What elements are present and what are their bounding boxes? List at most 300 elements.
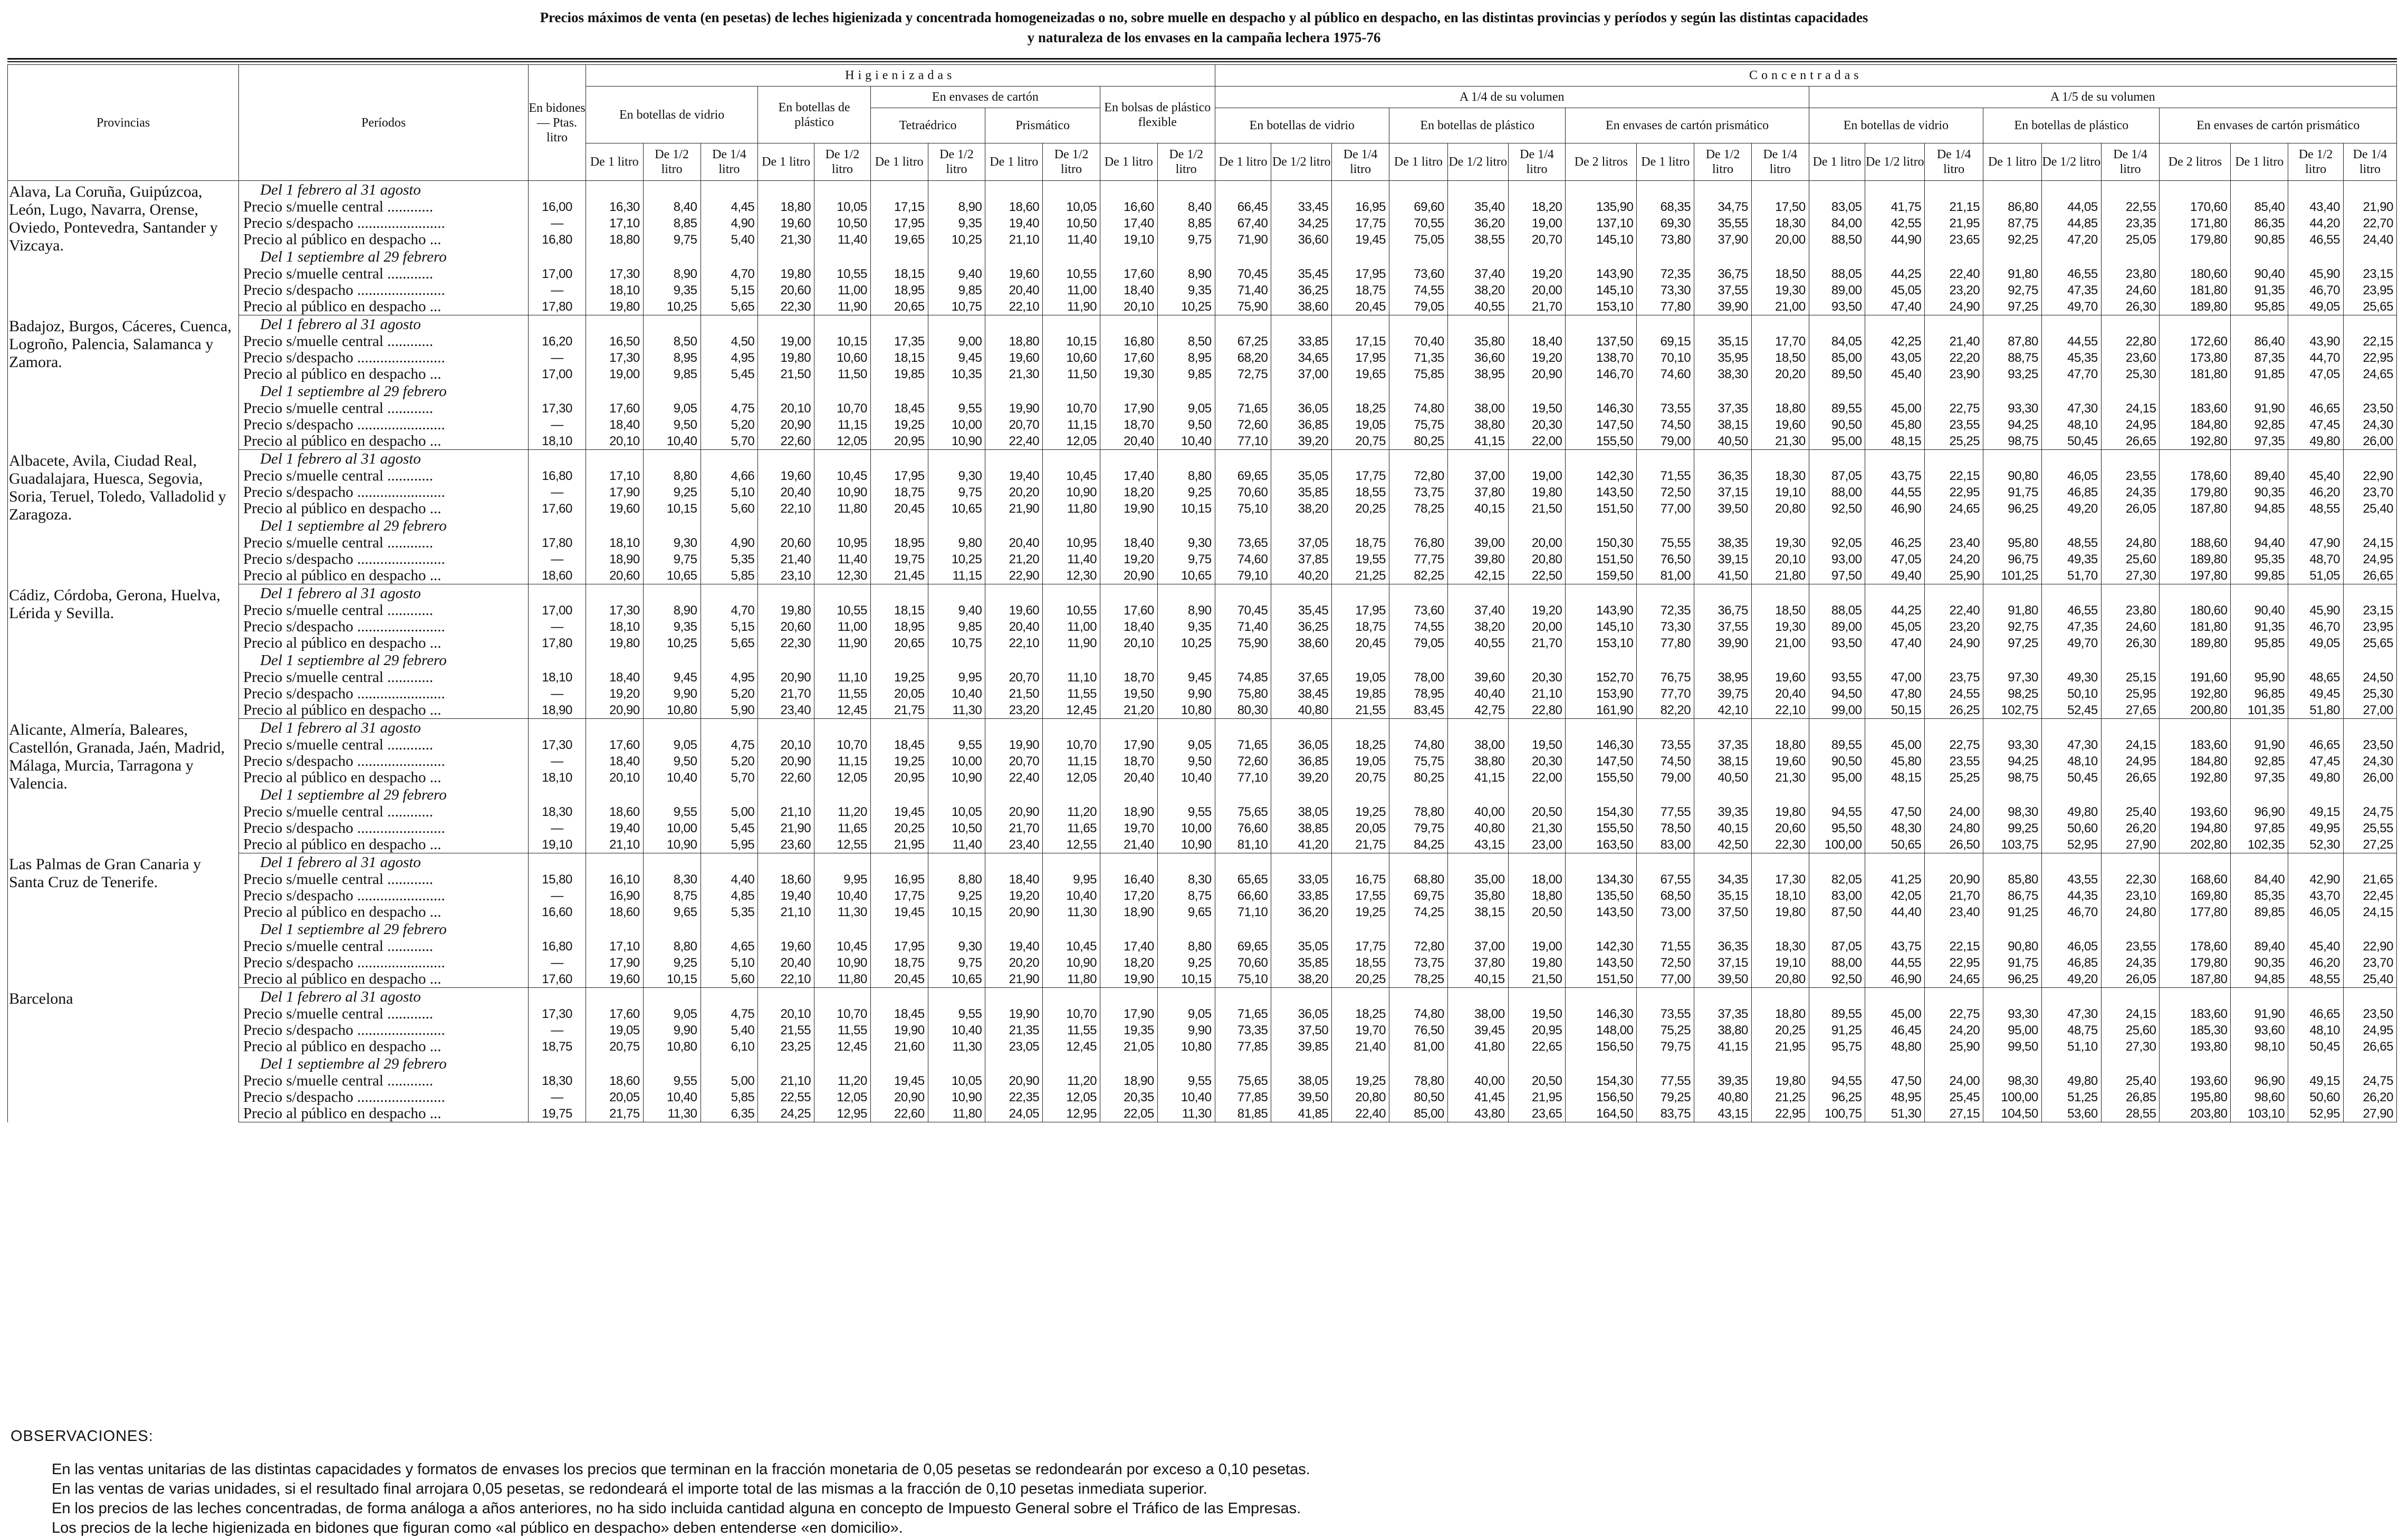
price-cell: 18,95 bbox=[870, 535, 928, 551]
price-row bbox=[8, 702, 2397, 719]
price-cell: 5,60 bbox=[701, 501, 758, 517]
price-cell: 9,25 bbox=[1157, 484, 1215, 501]
price-cell: 35,95 bbox=[1694, 350, 1752, 366]
price-cell: 33,05 bbox=[1271, 871, 1332, 888]
price-cell: 9,90 bbox=[643, 686, 701, 702]
price-cell: 4,45 bbox=[701, 199, 758, 215]
empty-cell bbox=[1043, 315, 1100, 334]
price-cell: 86,75 bbox=[1983, 888, 2042, 904]
price-cell: 76,60 bbox=[1215, 820, 1271, 837]
price-cell: 18,20 bbox=[1100, 484, 1157, 501]
price-cell: 19,90 bbox=[985, 400, 1043, 417]
price-cell: 18,25 bbox=[1332, 737, 1389, 753]
price-cell: 20,65 bbox=[870, 635, 928, 651]
price-cell: 150,30 bbox=[1566, 535, 1637, 551]
price-cell: 17,20 bbox=[1100, 888, 1157, 904]
price-cell: 76,50 bbox=[1389, 1022, 1447, 1039]
price-cell: 20,25 bbox=[1332, 501, 1389, 517]
price-cell: 24,75 bbox=[2343, 804, 2396, 820]
price-cell: 21,90 bbox=[2343, 199, 2396, 215]
price-cell: 146,30 bbox=[1566, 1006, 1637, 1022]
price-cell: 4,85 bbox=[701, 888, 758, 904]
price-cell: 38,30 bbox=[1694, 366, 1752, 382]
price-cell: 178,60 bbox=[2160, 938, 2231, 955]
price-cell: 74,55 bbox=[1389, 619, 1447, 635]
price-row bbox=[8, 837, 2397, 853]
empty-cell bbox=[2288, 853, 2344, 872]
empty-cell bbox=[1332, 315, 1389, 334]
price-cell: 93,30 bbox=[1983, 1006, 2042, 1022]
empty-cell bbox=[1637, 517, 1694, 535]
empty-cell bbox=[1100, 382, 1157, 400]
price-cell: 9,65 bbox=[643, 904, 701, 920]
price-cell: 80,50 bbox=[1389, 1089, 1447, 1106]
price-cell: 9,35 bbox=[1157, 282, 1215, 299]
empty-cell bbox=[1043, 1055, 1100, 1073]
empty-cell bbox=[643, 988, 701, 1006]
empty-cell bbox=[2343, 248, 2396, 266]
price-cell: 21,50 bbox=[985, 686, 1043, 702]
price-cell: 50,45 bbox=[2041, 433, 2101, 450]
empty-cell bbox=[2101, 450, 2160, 468]
header-f-plastico: En botellas de plástico bbox=[1983, 108, 2160, 143]
price-cell: 187,80 bbox=[2160, 501, 2231, 517]
price-cell: 47,20 bbox=[2041, 232, 2101, 248]
empty-cell bbox=[1865, 517, 1925, 535]
price-cell: 8,90 bbox=[643, 266, 701, 282]
price-cell: 50,45 bbox=[2288, 1039, 2344, 1055]
empty-cell bbox=[1809, 988, 1865, 1006]
price-cell: 33,85 bbox=[1271, 888, 1332, 904]
price-cell: 25,95 bbox=[2101, 686, 2160, 702]
header-capacity: De 1/2 litro bbox=[1694, 143, 1752, 181]
price-cell: 93,50 bbox=[1809, 635, 1865, 651]
price-cell: 11,90 bbox=[1043, 299, 1100, 315]
price-cell: 102,75 bbox=[1983, 702, 2042, 719]
empty-cell bbox=[1389, 248, 1447, 266]
price-cell: 24,95 bbox=[2101, 417, 2160, 433]
price-row bbox=[8, 366, 2397, 382]
header-capacity: De 1/2 litro bbox=[643, 143, 701, 181]
price-cell: 94,55 bbox=[1809, 804, 1865, 820]
price-cell: 97,50 bbox=[1809, 568, 1865, 584]
price-cell: 9,95 bbox=[1043, 871, 1100, 888]
empty-cell bbox=[2231, 517, 2288, 535]
price-cell: 91,80 bbox=[1983, 602, 2042, 619]
price-cell: 43,75 bbox=[1865, 938, 1925, 955]
price-cell: 8,30 bbox=[643, 871, 701, 888]
price-cell: 17,10 bbox=[586, 938, 643, 955]
empty-cell bbox=[1865, 1055, 1925, 1073]
price-cell: 18,80 bbox=[586, 232, 643, 248]
empty-cell bbox=[814, 719, 871, 737]
empty-cell bbox=[1983, 853, 2042, 872]
price-cell: 73,65 bbox=[1215, 535, 1271, 551]
price-cell: 10,00 bbox=[643, 820, 701, 837]
empty-cell bbox=[928, 248, 985, 266]
empty-cell bbox=[643, 181, 701, 199]
price-cell: 20,25 bbox=[1751, 1022, 1809, 1039]
empty-cell bbox=[2231, 719, 2288, 737]
empty-cell bbox=[1043, 450, 1100, 468]
period-label: Del 1 septiembre al 29 febrero bbox=[239, 382, 529, 400]
empty-cell bbox=[1694, 1055, 1752, 1073]
price-cell: 23,15 bbox=[2343, 602, 2396, 619]
price-cell: 52,45 bbox=[2041, 702, 2101, 719]
price-cell: 20,45 bbox=[870, 501, 928, 517]
price-cell: 11,80 bbox=[1043, 971, 1100, 988]
empty-cell bbox=[529, 719, 586, 737]
price-cell: 23,95 bbox=[2343, 282, 2396, 299]
empty-cell bbox=[2231, 651, 2288, 669]
price-cell: 46,20 bbox=[2288, 484, 2344, 501]
price-type-label: Precio al público en despacho ... bbox=[239, 837, 529, 853]
price-cell: 20,70 bbox=[985, 417, 1043, 433]
price-cell: 19,45 bbox=[870, 1073, 928, 1089]
price-cell: 18,75 bbox=[1332, 619, 1389, 635]
price-cell: 24,50 bbox=[2343, 669, 2396, 686]
price-cell: 5,70 bbox=[701, 770, 758, 786]
price-type-label: Precio al público en despacho ... bbox=[239, 702, 529, 719]
price-cell: 24,90 bbox=[1925, 635, 1983, 651]
header-capacity: De 1/2 litro bbox=[814, 143, 871, 181]
price-cell: 26,20 bbox=[2101, 820, 2160, 837]
price-cell: 24,95 bbox=[2343, 551, 2396, 568]
empty-cell bbox=[758, 584, 814, 603]
price-cell: 10,25 bbox=[928, 551, 985, 568]
price-cell: 19,00 bbox=[1508, 468, 1566, 484]
price-cell: 10,70 bbox=[1043, 1006, 1100, 1022]
price-row bbox=[8, 215, 2397, 232]
price-cell: 11,20 bbox=[814, 1073, 871, 1089]
empty-cell bbox=[2160, 853, 2231, 872]
price-cell: 33,85 bbox=[1271, 333, 1332, 350]
price-cell: 10,75 bbox=[928, 635, 985, 651]
price-cell: 50,60 bbox=[2288, 1089, 2344, 1106]
price-cell: 183,60 bbox=[2160, 737, 2231, 753]
price-cell: 18,55 bbox=[1332, 484, 1389, 501]
price-cell: 135,90 bbox=[1566, 199, 1637, 215]
empty-cell bbox=[1157, 920, 1215, 938]
price-cell: 38,05 bbox=[1271, 804, 1332, 820]
empty-cell bbox=[1751, 315, 1809, 334]
price-cell: 20,75 bbox=[586, 1039, 643, 1055]
price-cell: 19,60 bbox=[758, 215, 814, 232]
price-cell: 21,40 bbox=[1925, 333, 1983, 350]
price-cell: 155,50 bbox=[1566, 820, 1637, 837]
price-cell: 18,50 bbox=[1751, 602, 1809, 619]
price-cell: 48,75 bbox=[2041, 1022, 2101, 1039]
empty-cell bbox=[985, 517, 1043, 535]
price-cell: 52,95 bbox=[2288, 1106, 2344, 1122]
price-cell: 23,55 bbox=[1925, 753, 1983, 770]
price-cell: 98,25 bbox=[1983, 686, 2042, 702]
price-cell: 10,70 bbox=[1043, 737, 1100, 753]
price-cell: 183,60 bbox=[2160, 1006, 2231, 1022]
price-cell: 44,25 bbox=[1865, 266, 1925, 282]
price-cell: 96,90 bbox=[2231, 804, 2288, 820]
price-cell: 10,15 bbox=[928, 904, 985, 920]
price-cell: 47,80 bbox=[1865, 686, 1925, 702]
empty-cell bbox=[1566, 584, 1637, 603]
empty-cell bbox=[1271, 1055, 1332, 1073]
price-type-label: Precio s/despacho ....................... bbox=[239, 484, 529, 501]
price-cell: 143,50 bbox=[1566, 955, 1637, 971]
price-type-label: Precio s/muelle central ............ bbox=[239, 871, 529, 888]
bidon-price-cell: — bbox=[529, 888, 586, 904]
empty-cell bbox=[2231, 786, 2288, 804]
price-cell: 19,60 bbox=[1751, 417, 1809, 433]
price-cell: 146,30 bbox=[1566, 400, 1637, 417]
price-cell: 73,75 bbox=[1389, 484, 1447, 501]
empty-cell bbox=[2041, 786, 2101, 804]
price-cell: 35,15 bbox=[1694, 333, 1752, 350]
price-cell: 138,70 bbox=[1566, 350, 1637, 366]
price-cell: 148,00 bbox=[1566, 1022, 1637, 1039]
price-cell: 19,70 bbox=[1332, 1022, 1389, 1039]
price-cell: 11,00 bbox=[814, 282, 871, 299]
empty-cell bbox=[1637, 719, 1694, 737]
price-cell: 46,90 bbox=[1865, 501, 1925, 517]
empty-cell bbox=[2160, 382, 2231, 400]
price-cell: 38,00 bbox=[1447, 737, 1508, 753]
empty-cell bbox=[586, 584, 643, 603]
empty-cell bbox=[985, 651, 1043, 669]
price-type-label: Precio s/despacho ....................... bbox=[239, 350, 529, 366]
price-cell: 42,05 bbox=[1865, 888, 1925, 904]
price-cell: 189,80 bbox=[2160, 635, 2231, 651]
price-cell: 16,95 bbox=[1332, 199, 1389, 215]
price-cell: 37,00 bbox=[1271, 366, 1332, 382]
price-cell: 10,55 bbox=[1043, 266, 1100, 282]
header-capacity: De 1 litro bbox=[1809, 143, 1865, 181]
header-capacity: De 1 litro bbox=[758, 143, 814, 181]
price-cell: 47,50 bbox=[1865, 804, 1925, 820]
price-cell: 41,15 bbox=[1447, 770, 1508, 786]
empty-cell bbox=[1100, 315, 1157, 334]
empty-cell bbox=[1925, 315, 1983, 334]
bidon-price-cell: 17,00 bbox=[529, 366, 586, 382]
price-cell: 24,25 bbox=[758, 1106, 814, 1122]
empty-cell bbox=[928, 988, 985, 1006]
price-cell: 97,25 bbox=[1983, 299, 2042, 315]
bidon-price-cell: 16,80 bbox=[529, 232, 586, 248]
price-cell: 9,85 bbox=[1157, 366, 1215, 382]
price-cell: 21,95 bbox=[870, 837, 928, 853]
price-cell: 37,05 bbox=[1271, 535, 1332, 551]
price-cell: 18,10 bbox=[1751, 888, 1809, 904]
price-cell: 19,25 bbox=[870, 669, 928, 686]
price-cell: 35,55 bbox=[1694, 215, 1752, 232]
price-cell: 19,80 bbox=[1751, 804, 1809, 820]
price-cell: 11,55 bbox=[814, 686, 871, 702]
empty-cell bbox=[1983, 786, 2042, 804]
price-cell: 45,80 bbox=[1865, 417, 1925, 433]
price-cell: 11,10 bbox=[1043, 669, 1100, 686]
empty-cell bbox=[1157, 181, 1215, 199]
empty-cell bbox=[586, 920, 643, 938]
price-cell: 19,50 bbox=[1508, 1006, 1566, 1022]
price-cell: 43,75 bbox=[1865, 468, 1925, 484]
price-cell: 18,25 bbox=[1332, 1006, 1389, 1022]
price-cell: 80,30 bbox=[1215, 702, 1271, 719]
empty-cell bbox=[1215, 651, 1271, 669]
price-cell: 24,00 bbox=[1925, 804, 1983, 820]
price-cell: 195,80 bbox=[2160, 1089, 2231, 1106]
price-cell: 21,75 bbox=[586, 1106, 643, 1122]
empty-cell bbox=[2041, 1055, 2101, 1073]
empty-cell bbox=[2288, 248, 2344, 266]
price-cell: 10,70 bbox=[814, 400, 871, 417]
price-cell: 11,55 bbox=[814, 1022, 871, 1039]
price-cell: 21,95 bbox=[1925, 215, 1983, 232]
price-cell: 8,30 bbox=[1157, 871, 1215, 888]
price-cell: 20,60 bbox=[1751, 820, 1809, 837]
price-cell: 177,80 bbox=[2160, 904, 2231, 920]
empty-cell bbox=[1637, 450, 1694, 468]
price-cell: 44,55 bbox=[1865, 955, 1925, 971]
price-cell: 36,85 bbox=[1271, 417, 1332, 433]
price-cell: 22,80 bbox=[2101, 333, 2160, 350]
price-cell: 10,45 bbox=[1043, 938, 1100, 955]
empty-cell bbox=[1389, 181, 1447, 199]
empty-cell bbox=[586, 651, 643, 669]
price-cell: 22,95 bbox=[1751, 1106, 1809, 1122]
empty-cell bbox=[1508, 584, 1566, 603]
price-cell: 26,25 bbox=[1925, 702, 1983, 719]
price-cell: 93,50 bbox=[1809, 299, 1865, 315]
price-cell: 75,55 bbox=[1637, 535, 1694, 551]
price-cell: 25,05 bbox=[2101, 232, 2160, 248]
price-cell: 27,65 bbox=[2101, 702, 2160, 719]
price-cell: 23,05 bbox=[985, 1039, 1043, 1055]
empty-cell bbox=[1809, 920, 1865, 938]
empty-cell bbox=[1751, 920, 1809, 938]
price-cell: 48,80 bbox=[1865, 1039, 1925, 1055]
price-cell: 10,40 bbox=[1157, 1089, 1215, 1106]
price-cell: 71,90 bbox=[1215, 232, 1271, 248]
price-cell: 18,10 bbox=[586, 535, 643, 551]
price-cell: 79,05 bbox=[1389, 635, 1447, 651]
empty-cell bbox=[586, 517, 643, 535]
price-cell: 20,90 bbox=[1508, 366, 1566, 382]
price-cell: 71,40 bbox=[1215, 282, 1271, 299]
empty-cell bbox=[1637, 651, 1694, 669]
price-cell: 70,45 bbox=[1215, 602, 1271, 619]
price-cell: 22,40 bbox=[985, 433, 1043, 450]
price-cell: 95,85 bbox=[2231, 299, 2288, 315]
price-cell: 24,80 bbox=[2101, 904, 2160, 920]
price-cell: 88,75 bbox=[1983, 350, 2042, 366]
price-cell: 154,30 bbox=[1566, 1073, 1637, 1089]
price-cell: 4,65 bbox=[701, 938, 758, 955]
price-cell: 10,50 bbox=[928, 820, 985, 837]
price-cell: 11,15 bbox=[814, 753, 871, 770]
price-cell: 22,90 bbox=[985, 568, 1043, 584]
price-cell: 10,40 bbox=[1157, 770, 1215, 786]
price-cell: 10,90 bbox=[1043, 484, 1100, 501]
price-cell: 9,45 bbox=[643, 669, 701, 686]
price-cell: 18,40 bbox=[586, 753, 643, 770]
price-cell: 179,80 bbox=[2160, 955, 2231, 971]
price-cell: 47,50 bbox=[1865, 1073, 1925, 1089]
price-cell: 90,35 bbox=[2231, 955, 2288, 971]
price-cell: 18,90 bbox=[1100, 804, 1157, 820]
bidon-price-cell: 18,10 bbox=[529, 433, 586, 450]
price-cell: 21,30 bbox=[1508, 820, 1566, 837]
period-label: Del 1 febrero al 31 agosto bbox=[239, 315, 529, 334]
price-cell: 38,95 bbox=[1694, 669, 1752, 686]
price-cell: 20,10 bbox=[1100, 635, 1157, 651]
price-cell: 73,55 bbox=[1637, 737, 1694, 753]
price-cell: 89,55 bbox=[1809, 1006, 1865, 1022]
empty-cell bbox=[1566, 181, 1637, 199]
price-cell: 19,60 bbox=[985, 266, 1043, 282]
price-cell: 69,65 bbox=[1215, 938, 1271, 955]
price-cell: 11,30 bbox=[814, 904, 871, 920]
price-cell: 97,30 bbox=[1983, 669, 2042, 686]
empty-cell bbox=[1865, 248, 1925, 266]
price-cell: 19,30 bbox=[1751, 282, 1809, 299]
empty-cell bbox=[1865, 651, 1925, 669]
price-cell: 37,50 bbox=[1694, 904, 1752, 920]
price-cell: 20,10 bbox=[586, 770, 643, 786]
price-cell: 19,60 bbox=[985, 602, 1043, 619]
price-cell: 146,70 bbox=[1566, 366, 1637, 382]
empty-cell bbox=[2288, 584, 2344, 603]
bidon-price-cell: 17,60 bbox=[529, 501, 586, 517]
price-cell: 35,85 bbox=[1271, 955, 1332, 971]
price-cell: 36,05 bbox=[1271, 400, 1332, 417]
price-cell: 19,10 bbox=[1751, 484, 1809, 501]
price-type-label: Precio al público en despacho ... bbox=[239, 299, 529, 315]
price-type-label: Precio s/muelle central ............ bbox=[239, 1073, 529, 1089]
empty-cell bbox=[1043, 517, 1100, 535]
price-cell: 25,25 bbox=[1925, 770, 1983, 786]
price-cell: 17,95 bbox=[1332, 602, 1389, 619]
price-cell: 12,05 bbox=[1043, 1089, 1100, 1106]
price-cell: 46,70 bbox=[2288, 619, 2344, 635]
price-cell: 23,60 bbox=[2101, 350, 2160, 366]
empty-cell bbox=[2231, 1055, 2288, 1073]
price-cell: 95,35 bbox=[2231, 551, 2288, 568]
price-cell: 23,65 bbox=[1508, 1106, 1566, 1122]
price-cell: 163,50 bbox=[1566, 837, 1637, 853]
price-cell: 189,80 bbox=[2160, 551, 2231, 568]
price-type-label: Precio s/muelle central ............ bbox=[239, 333, 529, 350]
price-cell: 38,15 bbox=[1694, 753, 1752, 770]
price-cell: 8,75 bbox=[1157, 888, 1215, 904]
price-cell: 8,40 bbox=[643, 199, 701, 215]
price-cell: 92,75 bbox=[1983, 282, 2042, 299]
price-cell: 45,00 bbox=[1865, 1006, 1925, 1022]
bidon-price-cell: — bbox=[529, 350, 586, 366]
empty-cell bbox=[1694, 181, 1752, 199]
price-cell: 18,30 bbox=[1751, 215, 1809, 232]
price-cell: 20,50 bbox=[1508, 1073, 1566, 1089]
header-capacity: De 1 litro bbox=[1215, 143, 1271, 181]
price-cell: 4,75 bbox=[701, 400, 758, 417]
price-cell: 9,75 bbox=[643, 551, 701, 568]
empty-cell bbox=[928, 853, 985, 872]
empty-cell bbox=[1865, 786, 1925, 804]
price-cell: 12,45 bbox=[814, 1039, 871, 1055]
empty-cell bbox=[2288, 920, 2344, 938]
price-cell: 12,55 bbox=[1043, 837, 1100, 853]
price-cell: 49,80 bbox=[2288, 433, 2344, 450]
price-cell: 19,90 bbox=[1100, 501, 1157, 517]
price-cell: 9,25 bbox=[643, 955, 701, 971]
